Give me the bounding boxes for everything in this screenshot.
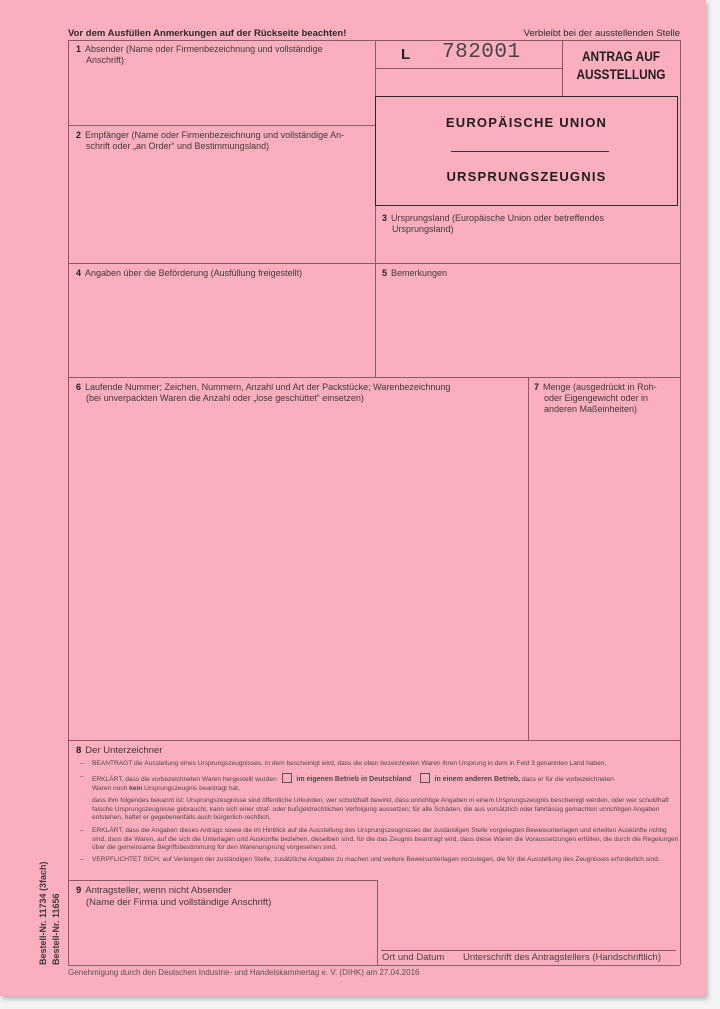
divider-6-7	[528, 377, 529, 740]
divider-8-9	[68, 880, 377, 881]
field-2-empfaenger[interactable]: 2 Empfänger (Name oder Firmenbezeichnung und vollständige An- schrift oder „an Order“ und Bestimmungsland)	[76, 130, 345, 151]
field-1-absender[interactable]: 1 Absender (Name oder Firmenbezeichnung und vollständige Anschrift)	[76, 44, 323, 65]
field-4-befoerderung[interactable]: 4 Angaben über die Beförderung (Ausfüllung freigestellt)	[76, 268, 303, 278]
field-8-heading: 8 Der Unterzeichner	[76, 745, 163, 756]
divider-9-signature	[377, 880, 378, 965]
instruction-note: Vor dem Ausfüllen Anmerkungen auf der Rückseite beachten!	[68, 28, 347, 39]
divider-mid	[375, 40, 376, 377]
signature-line	[381, 950, 676, 951]
divider-1-2	[68, 125, 375, 126]
frame-top	[68, 40, 680, 41]
order-number-2: Bestell-Nr. 11656	[51, 893, 61, 965]
field-6-waren[interactable]: 6 Laufende Nummer; Zeichen, Nummern, Anzahl und Art der Packstücke; Warenbezeichnung (bei unverpackten Waren die Anzahl oder „lose geschüttet“ einsetzen)	[76, 382, 451, 403]
serial-number: 782001	[442, 41, 521, 64]
divider-5-6	[68, 377, 680, 378]
field-7-menge[interactable]: 7 Menge (ausgedrückt in Roh- oder Eigengewicht oder in anderen Maßeinheiten)	[534, 382, 657, 414]
divider-antrag	[562, 40, 563, 97]
serial-prefix: L	[401, 46, 411, 63]
signature-label: Unterschrift des Antragstellers (Handschriftlich)	[463, 952, 661, 963]
approval-footer: Genehmigung durch den Deutschen Industrie- und Handelskammertag e. V. (DIHK) am 27.04.2016	[68, 968, 420, 977]
frame-bottom	[68, 965, 680, 966]
declaration-production: – ERKLÄRT, dass die vorbezeichneten Waren hergestellt wurden im eigenen Betrieb in Deutschland in einem anderen Betrieb, dass er für die vorbezeichneten Waren noch kein Ursprungszeugnis beantragt hat,	[80, 773, 614, 792]
order-number-1: Bestell-Nr. 11734 (3fach)	[38, 861, 48, 965]
title-certificate: URSPRUNGSZEUGNIS	[446, 169, 607, 184]
field-9-antragsteller[interactable]: 9 Antragsteller, wenn nicht Absender (Name der Firma und vollständige Anschrift)	[76, 885, 272, 908]
title-box	[375, 96, 678, 206]
divider-3-4	[68, 263, 680, 264]
form-type-label: ANTRAG AUF AUSSTELLUNG	[576, 49, 666, 82]
title-rule	[451, 151, 609, 152]
checkbox-other-plant[interactable]	[420, 773, 430, 783]
checkbox-own-plant[interactable]	[282, 773, 292, 783]
declaration-awareness: dass ihm folgendes bekannt ist: Ursprungszeugnisse sind öffentliche Urkunden; wer schuldhaft bewirkt, dass unrichtige Angaben in einem Ursprungszeugnis bescheinigt werden, oder wer schuldhaft falsche Ursprungszeugnisse gebraucht, kann sich einer straf- oder bußgeldrechtlichen Verfolgung aussetzen; für alle Schäden, die aus vorsätzlich oder fahrlässig gemachten unrichtigen Angaben entstehen, haftet er gegebenenfalls auch bürgerlich-rechtlich,	[92, 797, 669, 822]
frame-left	[68, 40, 69, 965]
place-date-label: Ort und Datum	[382, 952, 445, 963]
divider-7-8	[68, 740, 680, 741]
declaration-obligation: – VERPFLICHTET SICH, auf Verlangen der zuständigen Stelle, zusätzliche Angaben zu machen und weitere Beweisunterlagen vorzulegen, die für die Ausstellung des Zeugnisses erforderlich sind.	[80, 856, 660, 863]
divider-serial	[375, 68, 562, 69]
field-5-bemerkungen[interactable]: 5 Bemerkungen	[382, 268, 448, 278]
retention-note: Verbleibt bei der ausstellenden Stelle	[523, 28, 680, 39]
frame-right	[680, 40, 681, 965]
declaration-accuracy: – ERKLÄRT, dass die Angaben dieses Antrags sowie die im Hinblick auf die Ausstellung des Ursprungszeugnisses der zuständigen Stelle vorgelegten Beweisunterlagen und erteilten Auskünfte richtig sind, dass die Waren, auf die sich die Unterlagen und Auskünfte beziehen, dieselben sind, für die das Zeugnis beantragt wird, dass diese Waren die Voraussetzungen erfüllen, die durch die Regelungen über die gemeinsame Begriffsbestimmung für den Warenursprung vorgesehen sind,	[80, 827, 679, 852]
field-3-ursprungsland[interactable]: 3 Ursprungsland (Europäische Union oder betreffendes Ursprungsland)	[382, 213, 604, 234]
title-eu: EUROPÄISCHE UNION	[445, 115, 608, 130]
declaration-request: – BEANTRAGT die Ausstellung eines Ursprungszeugnisses, in dem bescheinigt wird, dass die oben bezeichneten Waren ihren Ursprung in dem in Feld 3 genannten Land haben,	[80, 760, 607, 767]
